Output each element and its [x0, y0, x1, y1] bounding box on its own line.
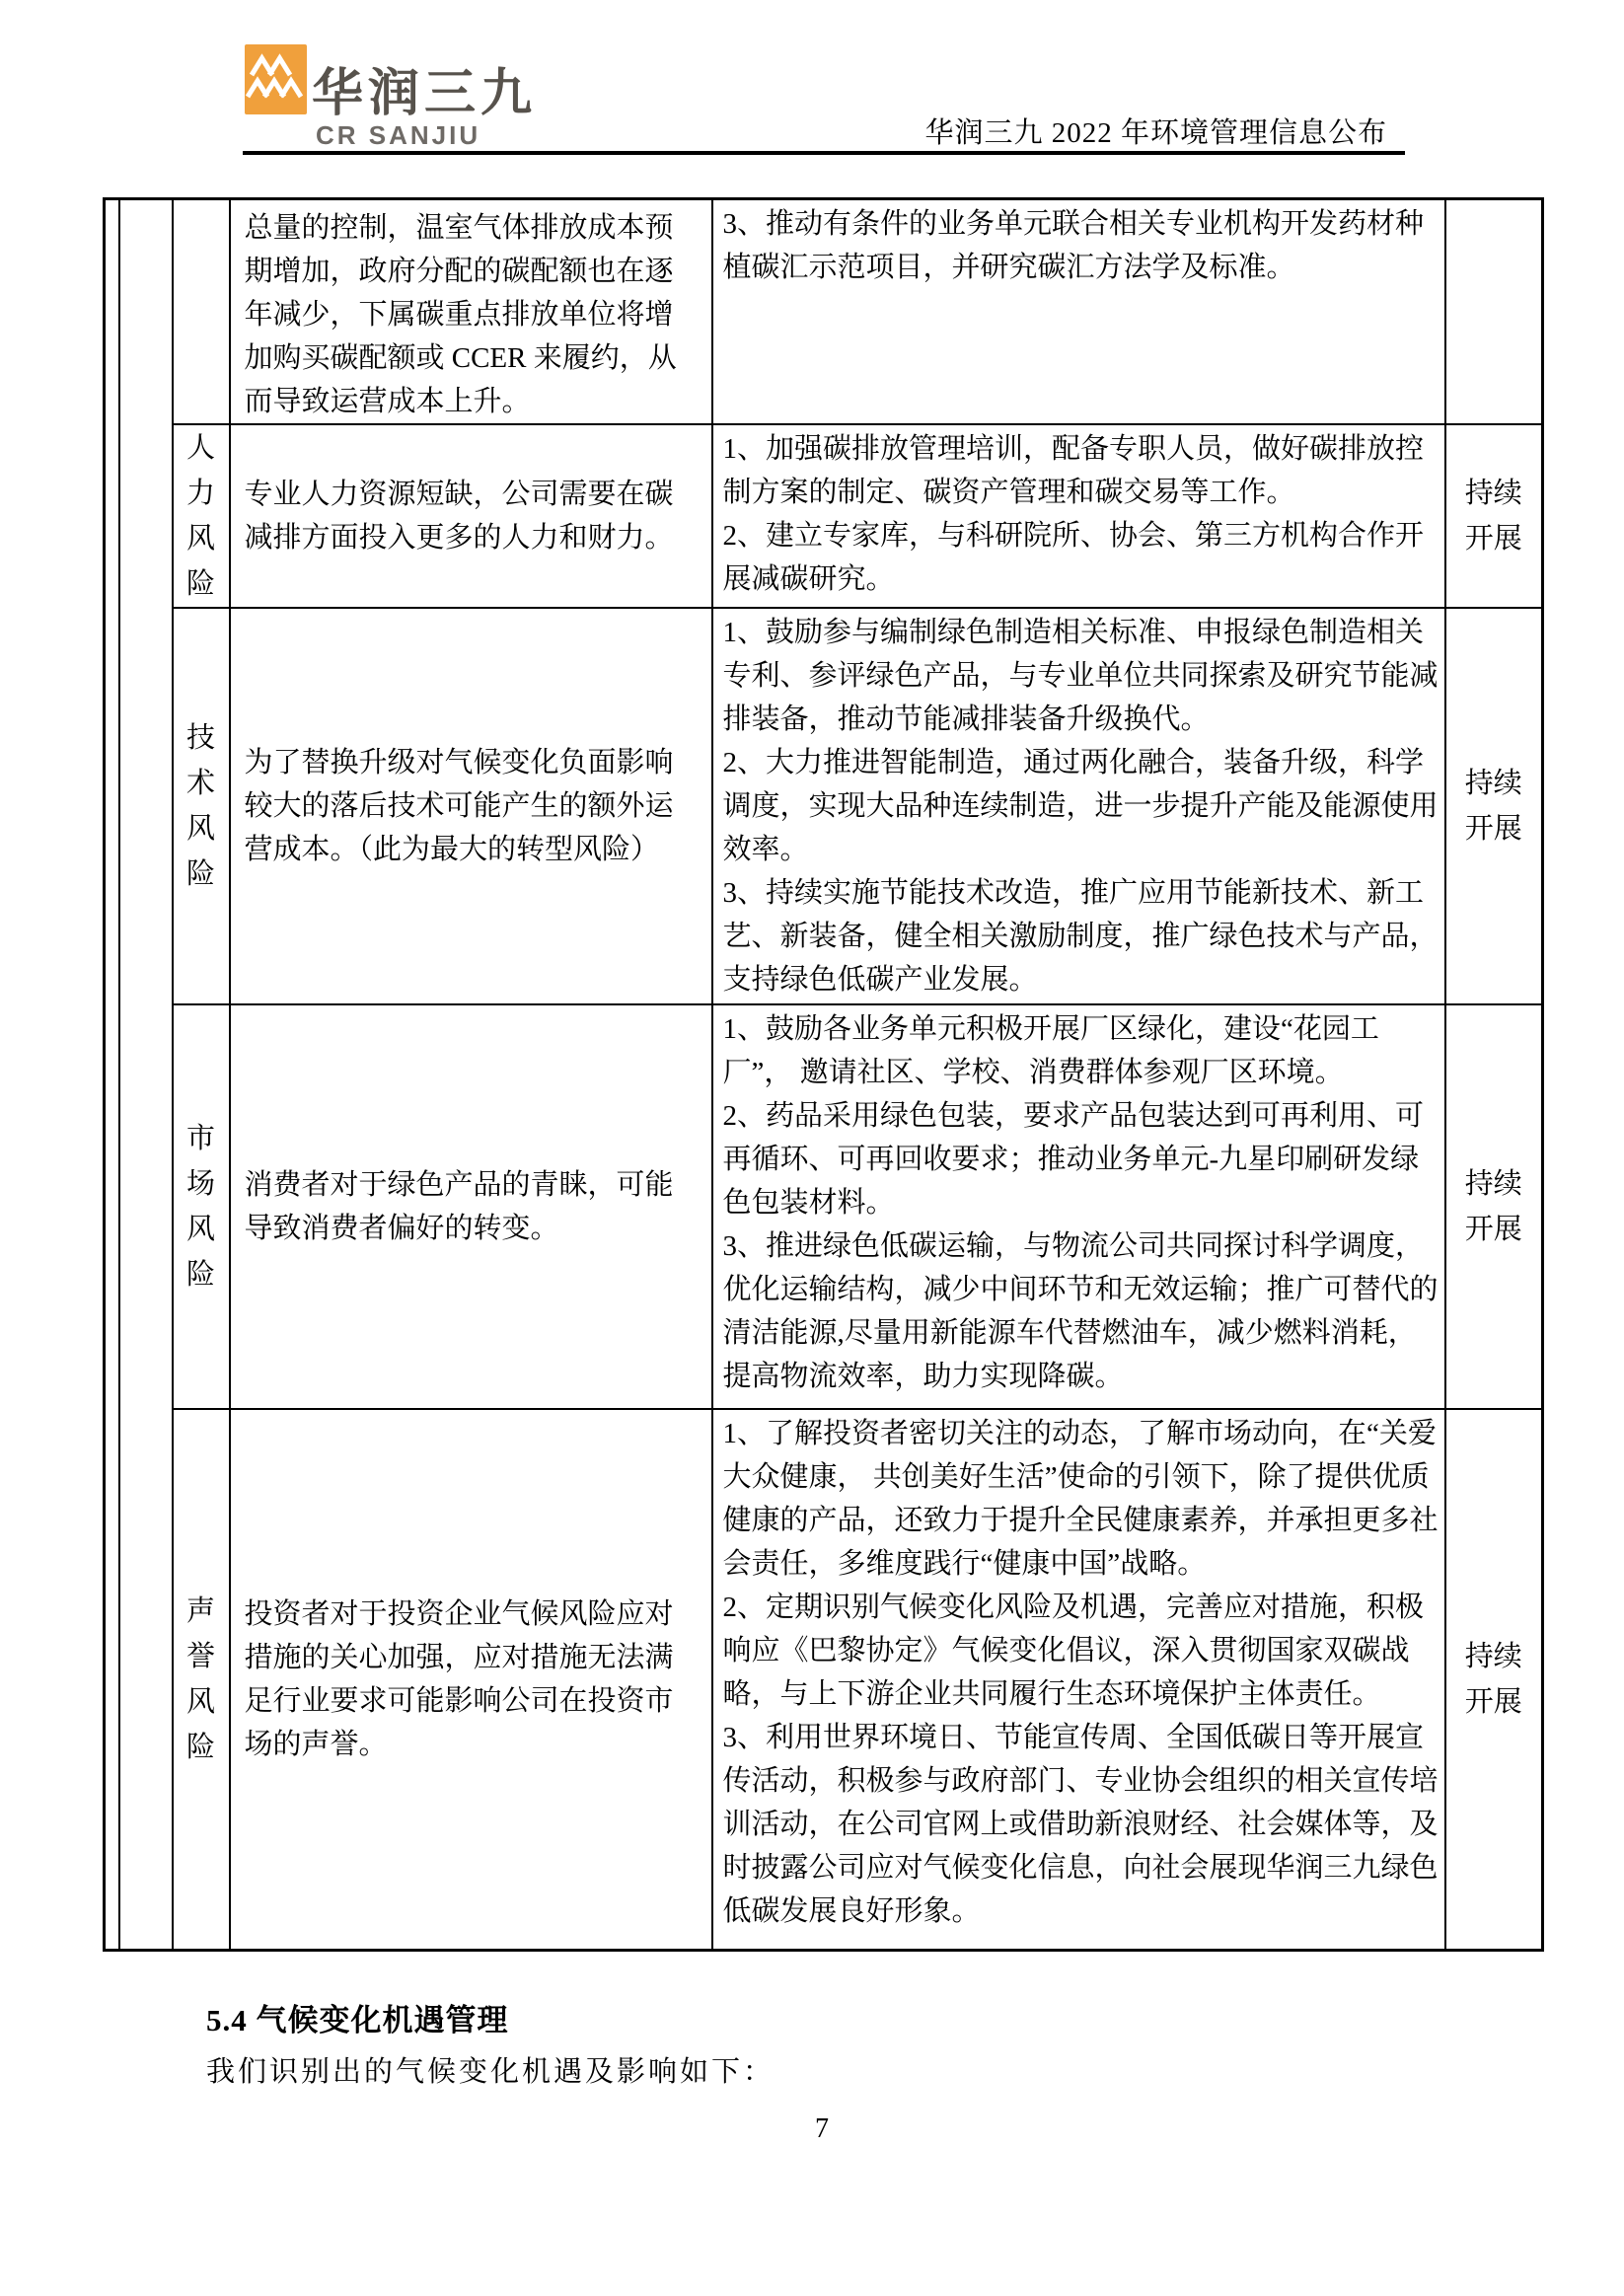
- risk-measures: 3、推动有条件的业务单元联合相关专业机构开发药材种植碳汇示范项目，并研究碳汇方法学及标准。: [712, 199, 1445, 425]
- risk-description: 消费者对于绿色产品的青睐，可能导致消费者偏好的转变。: [230, 1004, 712, 1409]
- section-heading: 5.4 气候变化机遇管理: [206, 2003, 509, 2037]
- logo-english-name: CR SANJIU: [316, 120, 481, 150]
- risk-description: 为了替换升级对气候变化负面影响较大的落后技术可能产生的额外运营成本。（此为最大的转型风险）: [230, 608, 712, 1004]
- risk-label-cell: 市场风险: [173, 1004, 230, 1409]
- table-row-market-risk: [105, 1004, 1543, 1409]
- risk-description: 专业人力资源短缺，公司需要在碳减排方面投入更多的人力和财力。: [230, 424, 712, 608]
- status-cell: 持续开展: [1445, 424, 1543, 608]
- climate-risk-table: [103, 197, 1544, 1952]
- page-number: 7: [815, 2113, 829, 2144]
- category-spanner-cell: [119, 199, 173, 1951]
- company-logo: [245, 44, 307, 114]
- risk-label-cell: 人力风险: [173, 424, 230, 608]
- risk-description: 总量的控制，温室气体排放成本预期增加，政府分配的碳配额也在逐年减少，下属碳重点排放单位将增加购买碳配额或 CCER 来履约，从而导致运营成本上升。: [230, 199, 712, 425]
- risk-label-cell: 声誉风险: [173, 1409, 230, 1950]
- risk-description: 投资者对于投资企业气候风险应对措施的关心加强，应对措施无法满足行业要求可能影响公司在投资市场的声誉。: [230, 1409, 712, 1950]
- table-row-technology-risk: [105, 608, 1543, 1004]
- status-cell: 持续开展: [1445, 608, 1543, 1004]
- risk-measures: 1、鼓励参与编制绿色制造相关标准、申报绿色制造相关专利、参评绿色产品，与专业单位共同探索及研究节能减排装备，推动节能减排装备升级换代。 2、大力推进智能制造，通过两化融合，装备升级，科学调度，实现大品种连续制造，进一步提升产能及能源使用效率。 3、持续实施节能技术改造，推广应用节能新技术、新工艺、新装备，健全相关激励制度，推广绿色技术与产品，支持绿色低碳产业发展。: [712, 608, 1445, 1004]
- risk-label-cell: [173, 199, 230, 425]
- mountain-logo-icon: [245, 44, 307, 114]
- header-divider-line: [243, 151, 1405, 155]
- status-cell: 持续开展: [1445, 1004, 1543, 1409]
- risk-measures: 1、了解投资者密切关注的动态，了解市场动向，在“关爱大众健康， 共创美好生活”使命的引领下，除了提供优质健康的产品，还致力于提升全民健康素养，并承担更多社会责任，多维度践行“健康中国”战略。 2、定期识别气候变化风险及机遇，完善应对措施，积极响应《巴黎协定》气候变化倡议，深入贯彻国家双碳战略，与上下游企业共同履行生态环境保护主体责任。 3、利用世界环境日、节能宣传周、全国低碳日等开展宣传活动，积极参与政府部门、专业协会组织的相关宣传培训活动，在公司官网上或借助新浪财经、社会媒体等，及时披露公司应对气候变化信息，向社会展现华润三九绿色低碳发展良好形象。: [712, 1409, 1445, 1950]
- risk-measures: 1、鼓励各业务单元积极开展厂区绿化，建设“花园工厂”， 邀请社区、学校、消费群体参观厂区环境。 2、药品采用绿色包装，要求产品包装达到可再利用、可再循环、可再回收要求；推动业务单元-九星印刷研发绿色包装材料。 3、推进绿色低碳运输，与物流公司共同探讨科学调度，优化运输结构，减少中间环节和无效运输；推广可替代的清洁能源,尽量用新能源车代替燃油车，减少燃料消耗，提高物流效率，助力实现降碳。: [712, 1004, 1445, 1409]
- section-intro-text: 我们识别出的气候变化机遇及影响如下：: [206, 2056, 775, 2088]
- status-cell: 持续开展: [1445, 1409, 1543, 1950]
- table-row-human-risk: [105, 424, 1543, 608]
- risk-measures: 1、加强碳排放管理培训，配备专职人员，做好碳排放控制方案的制定、碳资产管理和碳交易等工作。 2、建立专家库，与科研院所、协会、第三方机构合作开展减碳研究。: [712, 424, 1445, 608]
- table-row-continued: [105, 199, 1543, 425]
- status-cell: [1445, 199, 1543, 425]
- table-row-reputation-risk: [105, 1409, 1543, 1950]
- logo-chinese-name: 华润三九: [312, 66, 538, 122]
- document-header-title: 华润三九 2022 年环境管理信息公布: [924, 117, 1387, 149]
- left-margin-cell: [105, 199, 119, 1951]
- risk-label-cell: 技术风险: [173, 608, 230, 1004]
